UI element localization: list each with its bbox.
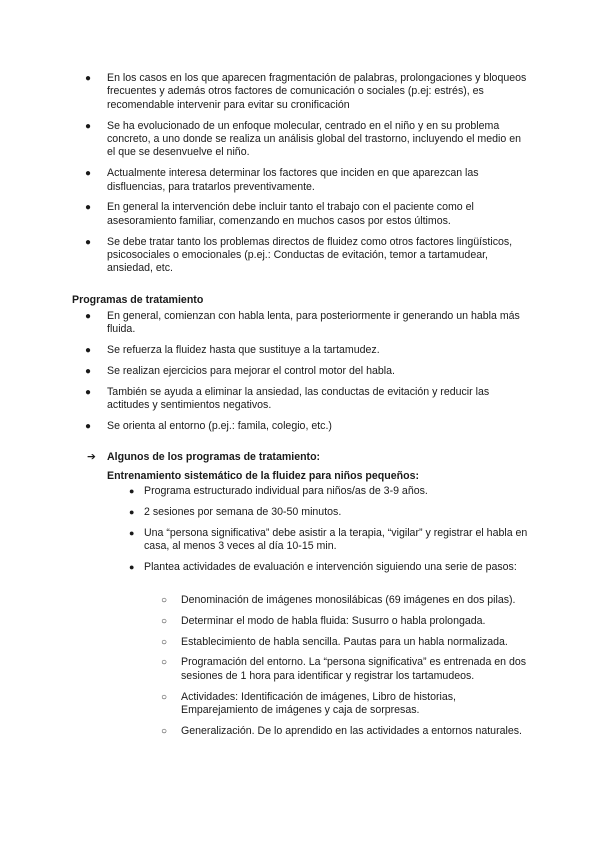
list-item-text: 2 sesiones por semana de 30-50 minutos. — [144, 505, 342, 518]
list-item — [129, 526, 534, 554]
list-item-text: Generalización. De lo aprendido en las actividades a entornos naturales. — [181, 724, 522, 737]
list-item — [85, 344, 527, 357]
list-item — [129, 505, 534, 519]
list-item-text: Se refuerza la fluidez hasta que sustituye a la tartamudez. — [107, 344, 380, 357]
bullet-icon: ● — [85, 236, 92, 248]
list-item-text: Establecimiento de habla sencilla. Pautas para un habla normalizada. — [181, 635, 508, 648]
subsection-title: Entrenamiento sistemático de la fluidez para niños pequeños: — [107, 470, 419, 482]
list-item-text: En general, comienzan con habla lenta, para posteriormente ir generando un habla más fluida. — [107, 310, 520, 336]
bullet-icon: ● — [129, 506, 135, 517]
bullet-icon: ● — [85, 386, 92, 398]
list-item — [85, 310, 527, 337]
list-item — [85, 420, 527, 433]
list-item — [85, 385, 527, 413]
list-item-text: Programa estructurado individual para niños/as de 3-9 años. — [144, 485, 428, 497]
list-item-text: Programación del entorno. La “persona significativa” es entrenada en dos sesiones de 1 hora para identificar y registrar los tartamudeos. — [181, 656, 527, 682]
bullet-icon: ● — [85, 421, 92, 432]
list-item — [85, 235, 527, 276]
list-item — [85, 119, 527, 160]
bullet-icon: ● — [129, 561, 135, 572]
list-item-text: Actualmente interesa determinar los factores que inciden en que aparezcan las disfluencias, para tratarlos preventivamente. — [107, 167, 479, 193]
bullet-icon: ● — [129, 486, 135, 496]
steps-list — [161, 594, 531, 746]
list-item-text: También se ayuda a eliminar la ansiedad, las conductas de evitación y reducir las actitudes y sentimientos negativos. — [107, 385, 490, 412]
list-item-text: Denominación de imágenes monosilábicas (69 imágenes en dos pilas). — [181, 594, 516, 606]
list-item-text: Determinar el modo de habla fluida: Susurro o habla prolongada. — [181, 614, 486, 627]
list-item — [129, 485, 534, 498]
list-item-text: Se orienta al entorno (p.ej.: famila, colegio, etc.) — [107, 420, 332, 432]
programs-list — [85, 310, 527, 441]
bullet-icon: ● — [85, 366, 92, 377]
list-item-text: Se realizan ejercicios para mejorar el control motor del habla. — [107, 365, 395, 377]
list-item — [161, 635, 531, 649]
list-item — [129, 560, 534, 574]
bullet-icon: ● — [85, 73, 92, 84]
list-item-text: Se debe tratar tanto los problemas directos de fluidez como otros factores lingüísticos, psicosociales o emocionales (p.ej.: Conductas de evitación, temor a tartamudear, ansiedad, etc. — [107, 235, 513, 275]
bullet-icon: ● — [85, 345, 92, 357]
intro-list — [85, 72, 527, 283]
arrow-right-icon: ➔ — [87, 451, 96, 463]
list-item — [85, 167, 527, 194]
bullet-icon: ● — [85, 168, 92, 180]
bullet-icon: ● — [85, 311, 92, 322]
circle-bullet-icon: ○ — [161, 725, 168, 737]
list-item — [161, 614, 531, 628]
list-item — [161, 690, 531, 718]
algunos-programas-title: Algunos de los programas de tratamiento: — [107, 451, 321, 463]
list-item — [161, 724, 531, 738]
list-item — [85, 72, 527, 112]
list-item — [85, 201, 527, 228]
circle-bullet-icon: ○ — [161, 615, 168, 627]
training-program-list — [129, 485, 534, 582]
list-item-text: Una “persona significativa” debe asistir a la terapia, “vigilar” y registrar el habla en casa, al menos 3 veces al día 10-15 min. — [144, 526, 528, 552]
list-item-text: Actividades: Identificación de imágenes, Libro de historias, Emparejamiento de imágenes y caja de sorpresas. — [181, 690, 457, 716]
circle-bullet-icon: ○ — [161, 636, 168, 648]
bullet-icon: ● — [129, 527, 135, 538]
circle-bullet-icon: ○ — [161, 657, 168, 669]
bullet-icon: ● — [85, 202, 92, 214]
list-item — [85, 365, 527, 378]
section-heading-programs: Programas de tratamiento — [72, 294, 204, 306]
bullet-icon: ● — [85, 120, 92, 132]
list-item-text: En los casos en los que aparecen fragmentación de palabras, prolongaciones y bloqueos frecuentes y además otros factores de comunicación o sociales (p.ej: estrés), es recomendable intervenir para evitar su cronificación — [107, 72, 527, 111]
list-item — [161, 656, 531, 683]
circle-bullet-icon: ○ — [161, 691, 168, 703]
list-item-text: Se ha evolucionado de un enfoque molecular, centrado en el niño y en su problema concreto, a uno donde se realiza un análisis global del trastorno, incluyendo el medio en el que se desenvuelve el niño. — [107, 119, 522, 159]
algunos-programas-item — [87, 451, 527, 464]
circle-bullet-icon: ○ — [161, 595, 168, 606]
list-item-text: En general la intervención debe incluir tanto el trabajo con el paciente como el asesoramiento familiar, comenzando en muchos casos por estos últimos. — [107, 201, 474, 227]
list-item-text: Plantea actividades de evaluación e intervención siguiendo una serie de pasos: — [144, 560, 517, 573]
list-item — [161, 594, 531, 607]
